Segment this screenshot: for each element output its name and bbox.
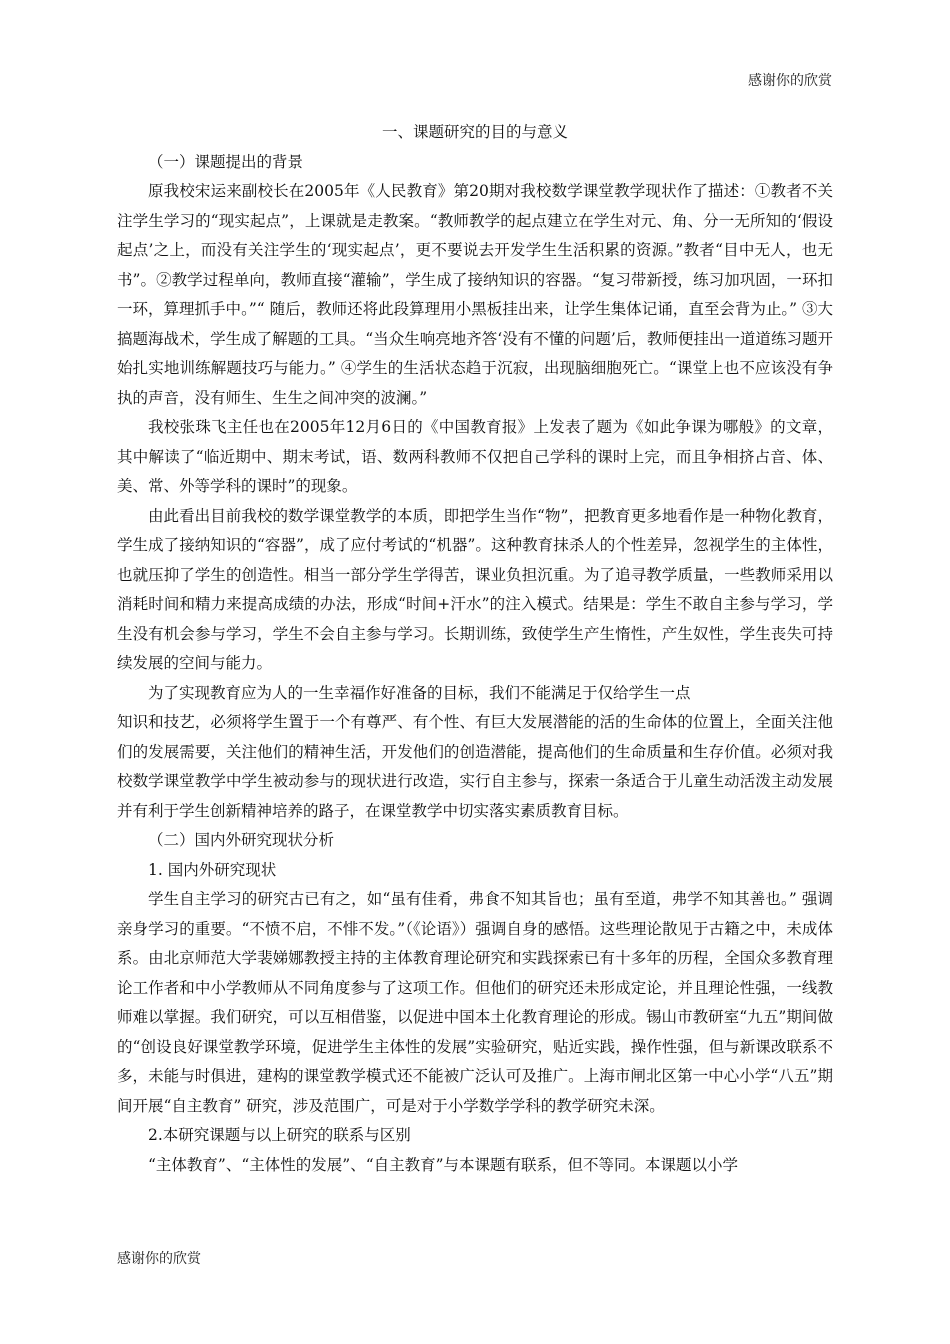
paragraph: 为了实现教育应为人的一生幸福作好准备的目标，我们不能满足于仅给学生一点 [148, 683, 691, 702]
paragraph: 由此看出目前我校的数学课堂教学的本质，即把学生当作“物”，把教育更多地看作是一种物化教育，学生成了接纳知识的“容器”，成了应付考试的“机器”。这种教育抹杀人的个性差异，忽视学生的主体性，也就压抑了学生的创造性。相当一部分学生学得苦，课业负担沉重。为了追寻教学质量，一些教师采用以消耗时间和精力来提高成绩的办法，形成“时间+汗水”的注入模式。结果是：学生不敢自主参与学习，学生没有机会参与学习，学生不会自主参与学习。长期训练，致使学生产生惰性，产生奴性，学生丧失可持续发展的空间与能力。 [117, 506, 833, 672]
page-header: 感谢你的欣赏 [748, 73, 832, 89]
paragraph: 我校张珠飞主任也在2005年12月6日的《中国教育报》上发表了题为《如此争课为哪般》的文章，其中解读了“临近期中、期末考试，语、数两科教师不仅把自己学科的课时上完，而且争相挤占音、体、美、常、外等学科的课时”的现象。 [117, 418, 833, 495]
page-footer: 感谢你的欣赏 [117, 1251, 201, 1267]
paragraph: “主体教育”、“主体性的发展”、“自主教育”与本课题有联系，但不等同。本课题以小学 [148, 1155, 739, 1174]
section-title: 一、课题研究的目的与意义 [381, 123, 568, 141]
item-heading-relation: 2.本研究课题与以上研究的联系与区别 [148, 1126, 411, 1144]
paragraph: 学生自主学习的研究古已有之，如“虽有佳肴，弗食不知其旨也；虽有至道，弗学不知其善也。” 强调亲身学习的重要。“不愤不启，不悱不发。”（《论语》）强调自身的感悟。这些理论散见于古籍之中，未成体系。由北京师范大学裴娣娜教授主持的主体教育理论研究和实践探索已有十多年的历程，全国众多教育理论工作者和中小学教师从不同角度参与了这项工作。但他们的研究还未形成定论，并且理论性强，一线教师难以掌握。我们研究，可以互相借鉴，以促进中国本土化教育理论的形成。锡山市教研室“九五”期间做的“创设良好课堂教学环境，促进学生主体性的发展”实验研究，贴近实践，操作性强，但与新课改联系不多，未能与时俱进，建构的课堂教学模式还不能被广泛认可及推广。上海市闸北区第一中心小学“八五”期间开展“自主教育” 研究，涉及范围广，可是对于小学数学学科的教学研究未深。 [117, 890, 833, 1115]
subsection-heading-research-status: （二）国内外研究现状分析 [148, 831, 335, 849]
paragraph: 原我校宋运来副校长在2005年《人民教育》第20期对我校数学课堂教学现状作了描述：①教者不关注学生学习的“现实起点”，上课就是走教案。“教师教学的起点建立在学生对元、角、分一无所知的‘假设起点’之上，而没有关注学生的‘现实起点’，更不要说去开发学生生活积累的资源。”教者“目中无人，也无书”。②教学过程单向，教师直接“灌输”，学生成了接纳知识的容器。“复习带新授，练习加巩固，一环扣一环，算理抓手中。”“ 随后，教师还将此段算理用小黑板挂出来，让学生集体记诵，直至会背为止。” ③大搞题海战术，学生成了解题的工具。“当众生响亮地齐答‘没有不懂的问题’后，教师便挂出一道道练习题开始扎实地训练解题技巧与能力。” ④学生的生活状态趋于沉寂，出现脑细胞死亡。“课堂上也不应该没有争执的声音，没有师生、生生之间冲突的波澜。” [117, 182, 833, 407]
subsection-heading-background: （一）课题提出的背景 [148, 152, 304, 171]
item-heading-domestic-foreign: 1. 国内外研究现状 [148, 860, 277, 879]
document-body [117, 118, 833, 1180]
paragraph-continuation: 知识和技艺，必须将学生置于一个有尊严、有个性、有巨大发展潜能的活的生命体的位置上，全面关注他们的发展需要，关注他们的精神生活，开发他们的创造潜能，提高他们的生命质量和生存价值。必须对我校数学课堂教学中学生被动参与的现状进行改造，实行自主参与，探索一条适合于儿童生动活泼主动发展并有利于学生创新精神培养的路子，在课堂教学中切实落实素质教育目标。 [117, 713, 833, 820]
